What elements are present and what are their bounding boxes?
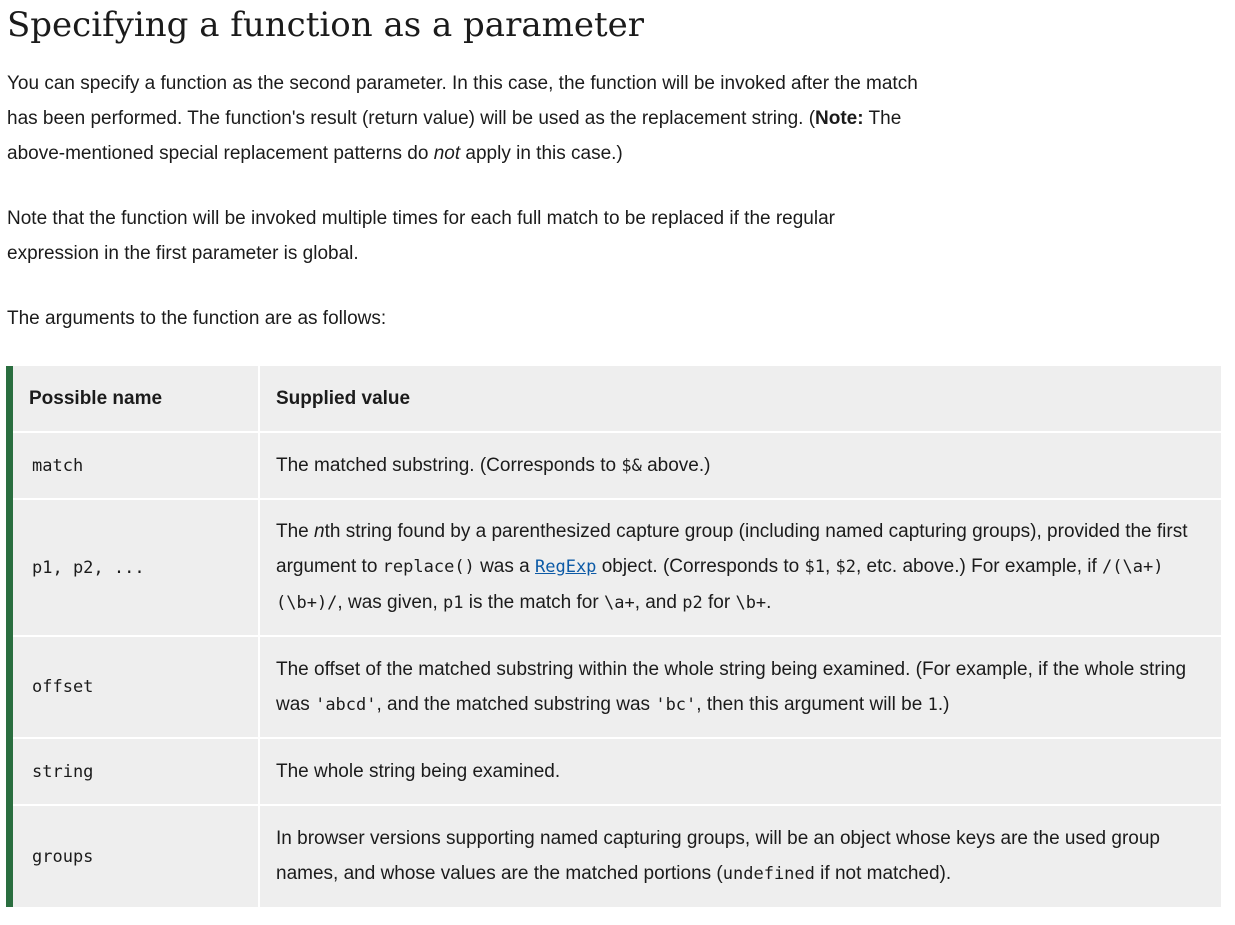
- section-heading: Specifying a function as a parameter: [7, 5, 645, 45]
- row-name-p1-p2: p1, p2, ...: [13, 499, 259, 636]
- regexp-link[interactable]: RegExp: [535, 557, 597, 577]
- row-value-p1-p2: The nth string found by a parenthesized capture group (including named capturing groups), provided the first argument to replace() was a RegExp object. (Corresponds to $1, $2, etc. above.) For example, if /(\a+)(\b+)/, was given, p1 is the match for \a+, and p2 for \b+.: [259, 499, 1221, 636]
- table-row-offset: [13, 636, 1221, 738]
- p1-text-3: apply in this case.): [460, 143, 623, 164]
- row-value-string: The whole string being examined.: [259, 738, 1221, 805]
- row-value-match: The matched substring. (Corresponds to $& above.): [259, 432, 1221, 499]
- p1-text-2: The above-mentioned special replacement patterns do: [7, 108, 902, 164]
- row-name-string: string: [13, 738, 259, 805]
- row-value-groups: In browser versions supporting named capturing groups, will be an object whose keys are the used group names, and whose values are the matched portions (undefined if not matched).: [276, 828, 1161, 884]
- row-name-match: match: [13, 432, 259, 499]
- arguments-table-container: [6, 366, 1221, 907]
- row-name-offset: offset: [13, 636, 259, 738]
- p1-text-1: You can specify a function as the second parameter. In this case, the function will be invoked after the match has been performed. The function's result (return value) will be used as the replacement string. (: [7, 73, 918, 129]
- paragraph-function-parameter: [7, 66, 927, 171]
- paragraph-multiple-invocations: Note that the function will be invoked multiple times for each full match to be replaced if the regular expression in the first parameter is global.: [7, 208, 835, 264]
- paragraph-arguments-intro: The arguments to the function are as follows:: [7, 308, 387, 329]
- table-row-p1-p2: [13, 499, 1221, 636]
- header-supplied-value: Supplied value: [259, 366, 1221, 432]
- note-label: Note:: [815, 108, 864, 129]
- row-value-offset: The offset of the matched substring within the whole string being examined. (For example, if the whole string was 'abcd', and the matched substring was 'bc', then this argument will be 1.): [259, 636, 1221, 738]
- arguments-table: [13, 366, 1221, 907]
- table-header-row: [13, 366, 1221, 432]
- header-possible-name: Possible name: [13, 366, 259, 432]
- table-row-string: [13, 738, 1221, 805]
- row-name-groups: groups: [13, 805, 259, 907]
- table-row-match: [13, 432, 1221, 499]
- table-row-groups: [13, 805, 1221, 907]
- not-emphasis: not: [433, 143, 461, 164]
